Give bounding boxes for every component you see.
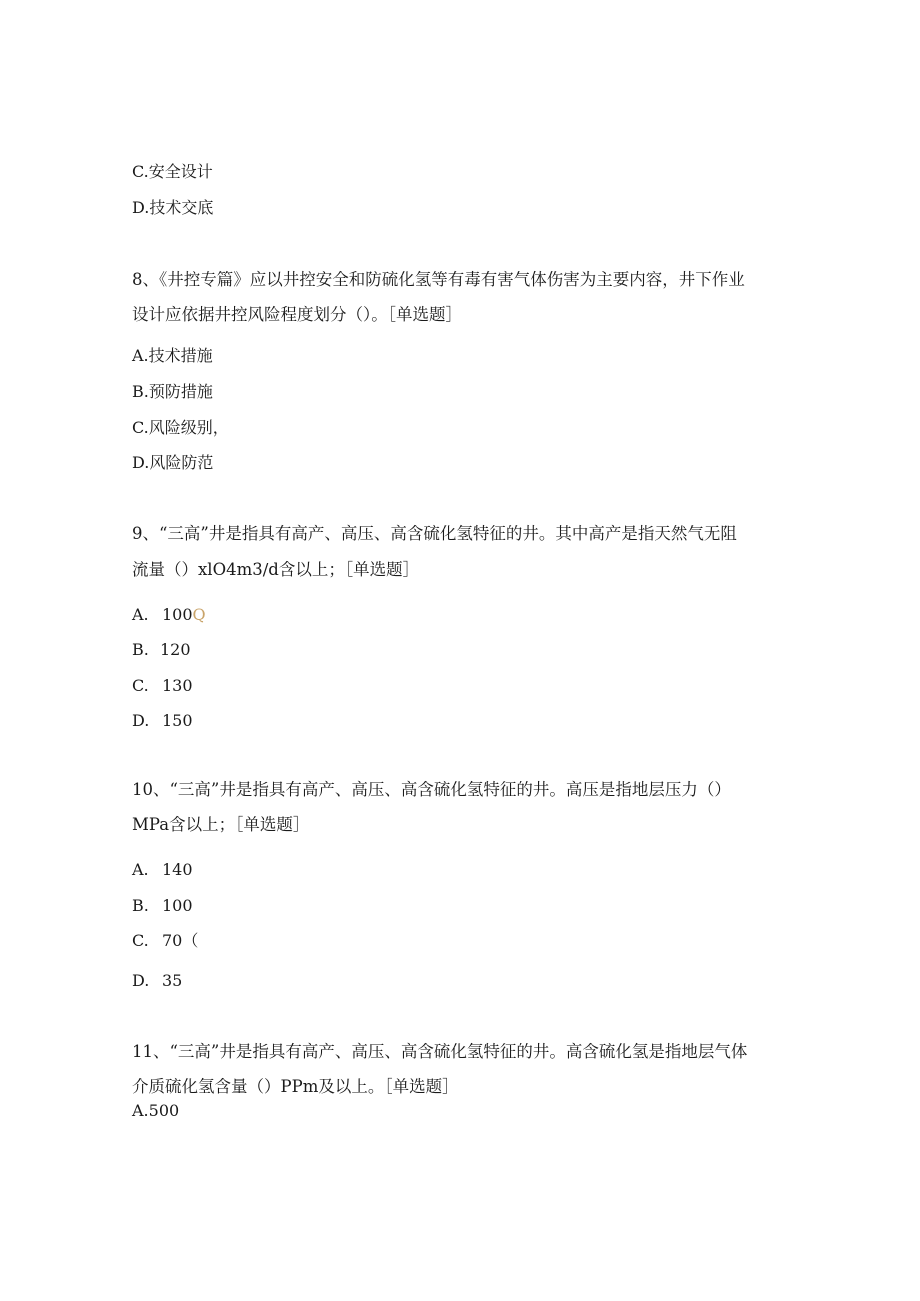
question-11-stem-line-1: 11、“三高”井是指具有高产、高压、高含硫化氢特征的井。高含硫化氢是指地层气体 — [132, 1042, 748, 1061]
question-11-stem-line-2: 介质硫化氢含量（）PPm及以上。［单选题］ — [132, 1077, 459, 1096]
option-letter: A. — [132, 860, 149, 879]
option-value: 130 — [162, 676, 193, 695]
option-letter: C. — [132, 931, 149, 950]
question-9-stem-line-2: 流量（）xlO4m3∕d含以上；［单选题］ — [132, 560, 420, 579]
option-value: 70（ — [162, 931, 199, 950]
question-8-option-a: A.技术措施 — [132, 346, 213, 365]
option-value: 140 — [162, 860, 193, 879]
question-8-stem-line-1: 8、《井控专篇》应以井控安全和防硫化氢等有毒有害气体伤害为主要内容，井下作业 — [132, 270, 745, 289]
question-10-option-c — [132, 931, 198, 951]
question-10-option-d — [132, 971, 182, 991]
question-9-option-c — [132, 676, 193, 696]
question-10-stem-line-2: MPa含以上；［单选题］ — [132, 815, 310, 834]
question-10-option-b — [132, 896, 193, 916]
question-8-option-b: B.预防措施 — [132, 382, 213, 401]
option-value: 100 — [162, 896, 193, 915]
question-9-stem-line-1: 9、“三高”井是指具有高产、高压、高含硫化氢特征的井。其中高产是指天然气无阻 — [132, 524, 737, 543]
question-9-option-b — [132, 640, 191, 660]
option-d-technical-briefing: D.技术交底 — [132, 198, 214, 217]
option-letter: C. — [132, 676, 149, 695]
option-letter: A. — [132, 605, 149, 624]
option-value: 35 — [162, 971, 183, 990]
option-letter: B. — [132, 896, 149, 915]
option-letter: D. — [132, 711, 150, 730]
option-c-safety-design: C.安全设计 — [132, 162, 213, 181]
option-letter: B. — [132, 640, 149, 659]
question-11-option-a: A.500 — [132, 1101, 180, 1120]
question-10-stem-line-1: 10、“三高”井是指具有高产、高压、高含硫化氢特征的井。高压是指地层压力（） — [132, 780, 731, 799]
option-value: 150 — [162, 711, 193, 730]
question-8-option-d: D.风险防范 — [132, 453, 214, 472]
question-9-option-a — [132, 605, 206, 625]
question-10-option-a — [132, 860, 193, 880]
question-8-option-c: C.风险级别， — [132, 418, 229, 437]
question-9-option-d — [132, 711, 193, 731]
answer-mark: Q — [192, 605, 206, 624]
option-value: 100 — [162, 605, 193, 624]
option-letter: D. — [132, 971, 150, 990]
option-value: 120 — [160, 640, 191, 659]
question-8-stem-line-2: 设计应依据井控风险程度划分（）。［单选题］ — [132, 305, 462, 324]
